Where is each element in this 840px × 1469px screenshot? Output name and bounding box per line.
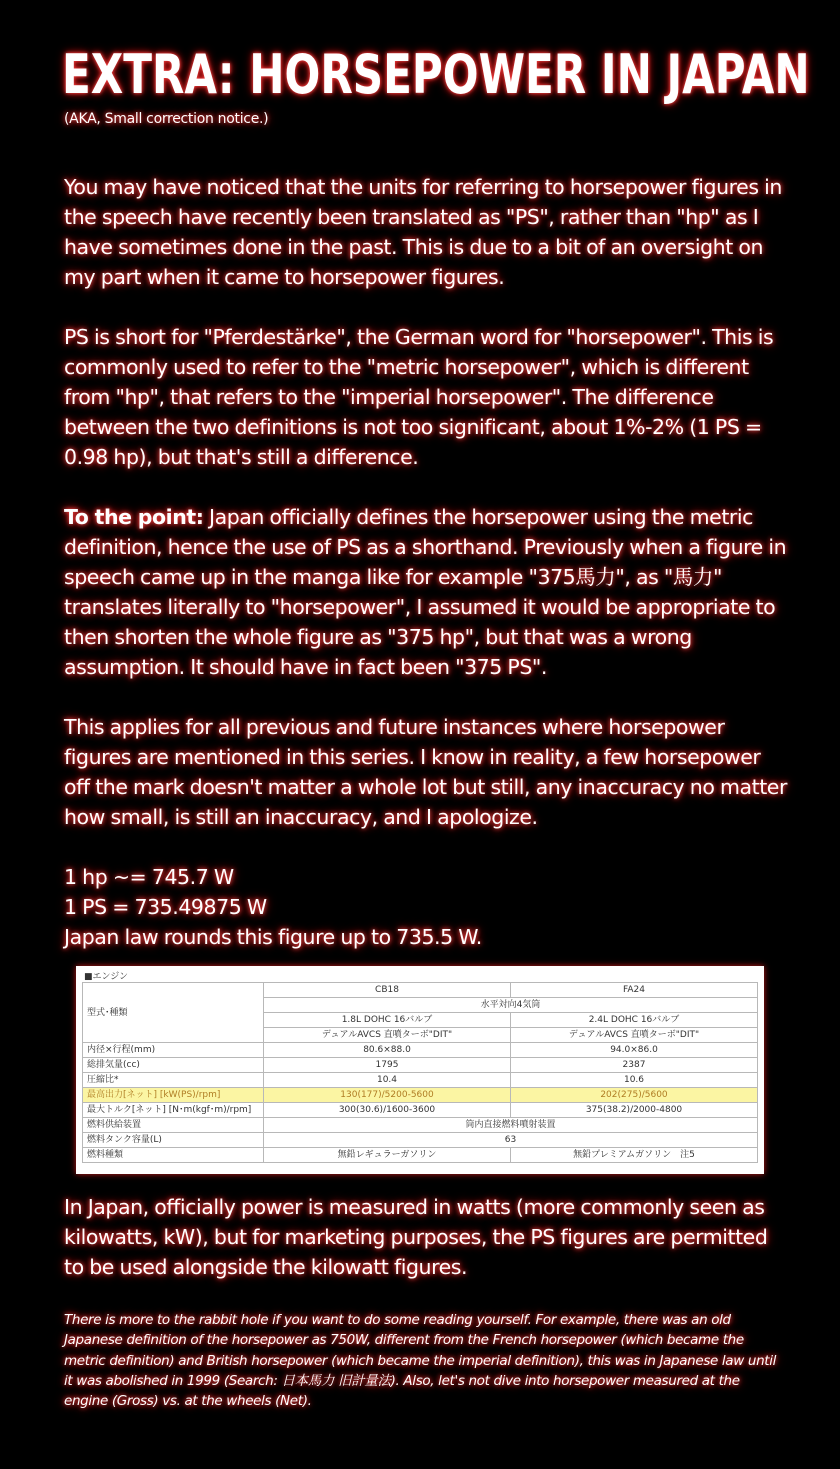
table-row (83, 1043, 758, 1058)
type-label: 型式･種類 (83, 983, 264, 1043)
paragraph-to-the-point (64, 502, 790, 682)
paragraph-watts: In Japan, officially power is measured in watts (more commonly seen as kilowatts, kW), but for marketing purposes, the PS figures are permitted to be used alongside the kilowatt figures. (64, 1195, 768, 1279)
cb18-engine-line1: 1.8L DOHC 16バルブ (264, 1013, 511, 1028)
fuel-system-value: 筒内直接燃料噴射装置 (264, 1118, 758, 1133)
table-row (83, 983, 758, 998)
bore-fa24: 94.0×86.0 (511, 1043, 758, 1058)
max-torque-cb18: 300(30.6)/1600-3600 (264, 1103, 511, 1118)
page-subtitle: (AKA, Small correction notice.) (64, 111, 269, 127)
table-row (83, 1133, 758, 1148)
formula-hp: 1 hp ~= 745.7 W (64, 865, 234, 889)
table-row (83, 1073, 758, 1088)
table-row (83, 1103, 758, 1118)
table-row (83, 1148, 758, 1163)
cb18-engine-line2: デュアルAVCS 直噴ターボ"DIT" (264, 1028, 511, 1043)
engine-layout: 水平対向4気筒 (264, 998, 758, 1013)
fuel-type-cb18: 無鉛レギュラーガソリン (264, 1148, 511, 1163)
fa24-engine-line1: 2.4L DOHC 16バルブ (511, 1013, 758, 1028)
fuel-system-label: 燃料供給装置 (83, 1118, 264, 1133)
table-row-highlighted (83, 1088, 758, 1103)
table-row (83, 1058, 758, 1073)
displacement-label: 総排気量(cc) (83, 1058, 264, 1073)
spec-heading: ■エンジン (84, 972, 129, 982)
fuel-type-fa24: 無鉛プレミアムガソリン 注5 (511, 1148, 758, 1163)
engine-spec-image (76, 966, 764, 1174)
displacement-fa24: 2387 (511, 1058, 758, 1073)
paragraph-apology: This applies for all previous and future instances where horsepower figures are mentioned in this series. I know in reality, a few horsepower off the mark doesn't matter a whole lot but still, any inaccuracy no matter how small, is still an inaccuracy, and I apologize. (64, 715, 787, 829)
column-header-fa24: FA24 (511, 983, 758, 998)
tank-capacity-value: 63 (264, 1133, 758, 1148)
engine-spec-table (82, 982, 758, 1163)
column-header-cb18: CB18 (264, 983, 511, 998)
fa24-engine-line2: デュアルAVCS 直噴ターボ"DIT" (511, 1028, 758, 1043)
max-power-label: 最高出力[ネット] [kW(PS)/rpm] (83, 1088, 264, 1103)
max-torque-label: 最大トルク[ネット] [N･m(kgf･m)/rpm] (83, 1103, 264, 1118)
formula-japan-law: Japan law rounds this figure up to 735.5 W. (64, 925, 482, 949)
page-title: EXTRA: HORSEPOWER IN JAPAN (62, 43, 810, 106)
max-power-fa24: 202(275)/5600 (511, 1088, 758, 1103)
to-the-point-lead: To the point: (64, 505, 204, 529)
table-row (83, 1118, 758, 1133)
paragraph-intro: You may have noticed that the units for referring to horsepower figures in the speech have recently been translated as "PS", rather than "hp" as I have sometimes done in the past. This is due to a bit of an oversight on my part when it came to horsepower figures. (64, 175, 782, 289)
paragraph-ps-definition: PS is short for "Pferdestärke", the German word for "horsepower". This is commonly used to refer to the "metric horsepower", which is different from "hp", that refers to the "imperial horsepower". The difference between the two definitions is not too significant, about 1%-2% (1 PS = 0.98 hp), but that's still a difference. (64, 325, 774, 469)
bore-cb18: 80.6×88.0 (264, 1043, 511, 1058)
displacement-cb18: 1795 (264, 1058, 511, 1073)
bore-label: 内径×行程(mm) (83, 1043, 264, 1058)
footnote: There is more to the rabbit hole if you want to do some reading yourself. For example, there was an old Japanese definition of the horsepower as 750W, different from the French horsepower (which became the metric definition) and British horsepower (which became the imperial definition), this was in Japanese law until it was abolished in 1999 (Search: 日本馬力 旧計量法). Also, let's not dive into horsepower measured at the engine (Gross) vs. at the wheels (Net). (64, 1312, 777, 1410)
compression-label: 圧縮比* (83, 1073, 264, 1088)
formula-ps: 1 PS = 735.49875 W (64, 895, 267, 919)
max-power-cb18: 130(177)/5200-5600 (264, 1088, 511, 1103)
fuel-type-label: 燃料種類 (83, 1148, 264, 1163)
tank-capacity-label: 燃料タンク容量(L) (83, 1133, 264, 1148)
compression-fa24: 10.6 (511, 1073, 758, 1088)
max-torque-fa24: 375(38.2)/2000-4800 (511, 1103, 758, 1118)
compression-cb18: 10.4 (264, 1073, 511, 1088)
to-the-point-body: Japan officially defines the horsepower using the metric definition, hence the use of PS as a shorthand. Previously when a figure in speech came up in the manga like for example "375馬力", as "馬力" translates literally to "horsepower", I assumed it would be appropriate to then shorten the whole figure as "375 hp", but that was a wrong assumption. It should have in fact been "375 PS". (64, 505, 787, 679)
